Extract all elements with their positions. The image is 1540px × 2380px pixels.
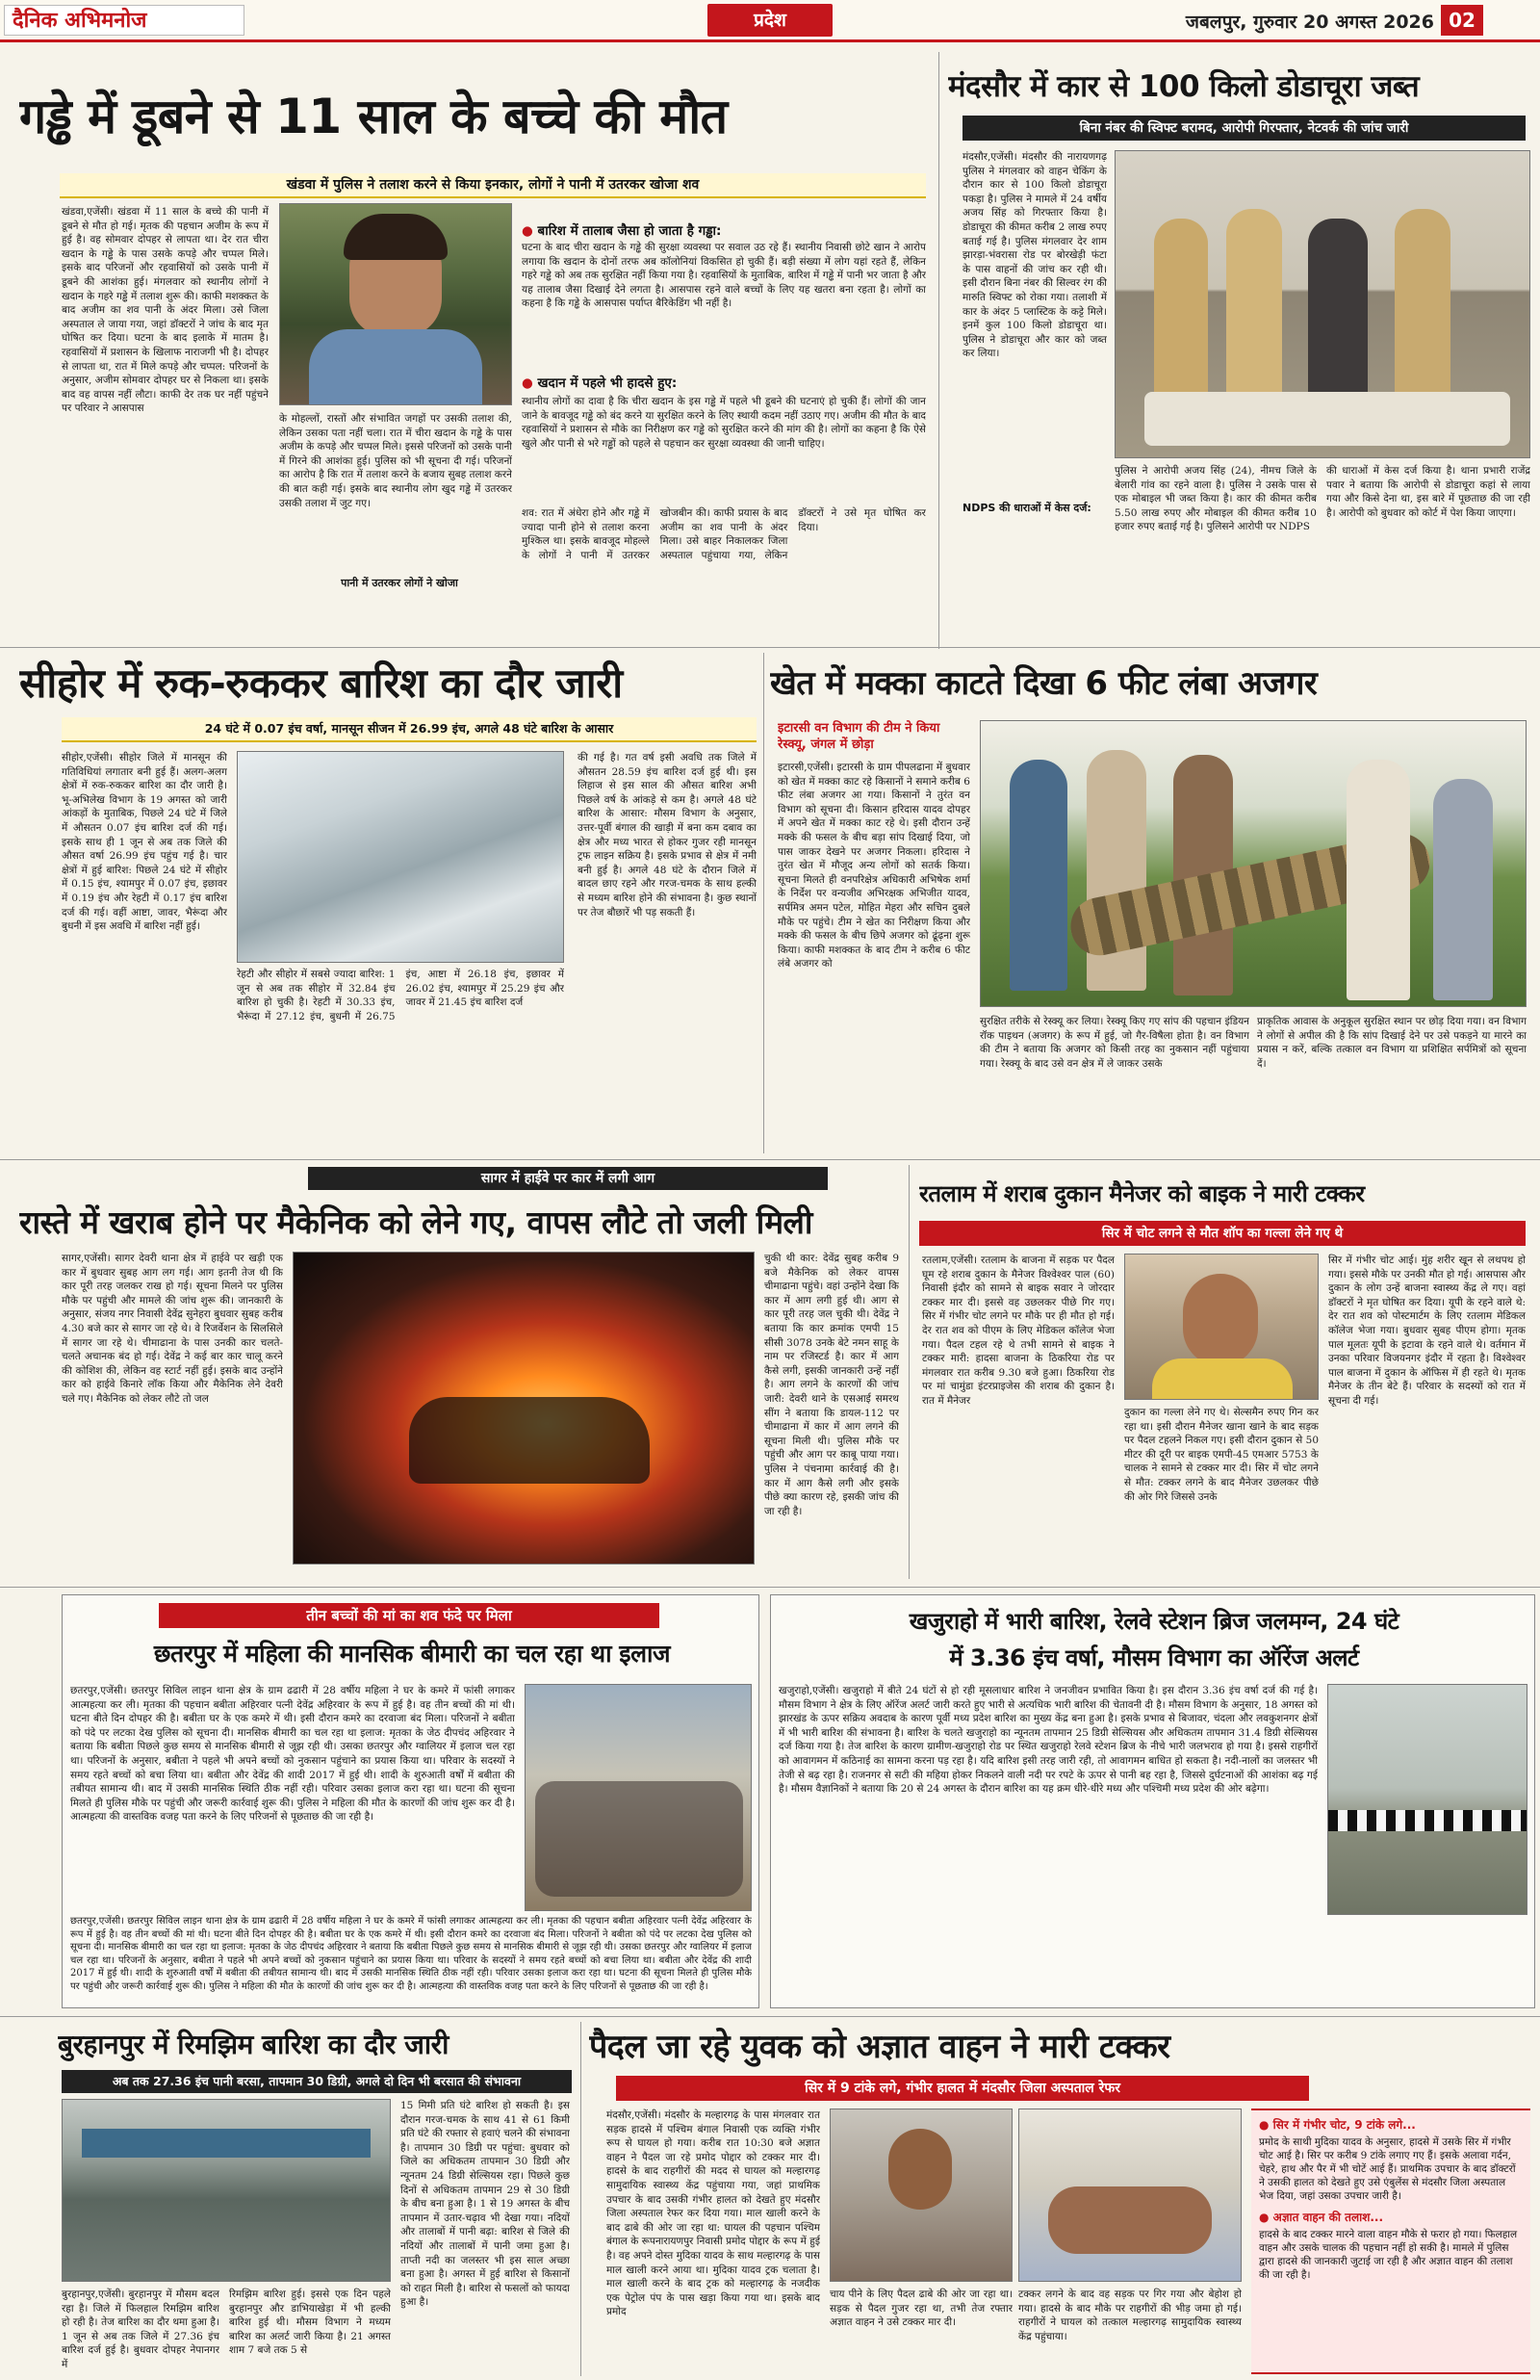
s9-column-3: 15 मिमी प्रति घंटे बारिश हो सकती है। इस दौरान गरज-चमक के साथ 41 से 61 किमी प्रति घंटे की रफ्तार से हवाएं चलने की संभावना है। तापमान 30 डिग्री पर पहुंचा: बुधवार को जिले का अधिकतम तापमान 30 डिग्री और न्यूनतम 24 डिग्री सेल्सियस रहा। पिछले कुछ दिनों से अधिकतम तापमान 29 से 30 डिग्री के बीच बना हुआ है। 1 से 19 अगस्त के बीच तापमान में उतार-चढ़ाव भी देखा गया। नदियों और तालाबों में पानी बढ़ा: बारिश से जिले की नदियों और तालाबों में पानी जमा हुआ है। ताप्ती नदी का जलस्तर भी इस साल अच्छा बना हुआ है। अगस्त में हुई बारिश से किसानों को राहत मिली है। बारिश से फसलों को फायदा हुआ है। [400,2100,570,2309]
victim-shirt [1152,1358,1293,1400]
s6-headline: रतलाम में शराब दुकान मैनेजर को बाइक ने मारी टक्कर [919,1180,1365,1207]
s5-overline: सागर में हाईवे पर कार में लगी आग [308,1167,828,1190]
s10-column-3: टक्कर लगने के बाद वह सड़क पर गिर गया और बेहोश हो गया। हादसे के बाद मौके पर राहगीरों की भीड़ जमा हो गई। राहगीरों ने घायल को तत्काल मल्हारगढ़ सामुदायिक स्वास्थ्य केंद्र पहुंचाया। [1018,2289,1242,2342]
s6-column-1: रतलाम,एजेंसी। रतलाम के बाजना में सड़क पर पैदल घूम रहे शराब दुकान के मैनेजर विश्वेश्वर पाल (60) निवासी इंदौर को सामने से बाइक सवार ने जोरदार टक्कर मार दी। इससे वह उछलकर पीछे गिर गए। सिर में गंभीर चोट लगने पर मौके पर ही मौत हो गई। देर रात शव को पीएम के लिए मेडिकल कॉलेज भेजा गया। पैदल टहल रहे थे तभी सामने से बाइक ने टक्कर मारी: हादसा बाजना के ठिकरिया रोड पर मंगलवार रात करीब 9.30 बजे हुआ। ठिकरिया रोड पर मां चामुंडा इंटरप्राइजेस की शराब की दुकान है। रात में मैनेजर [922,1255,1115,1407]
s5-burning-car-photo [293,1252,755,1565]
s3-headline: सीहोर में रुक-रुककर बारिश का दौर जारी [19,660,623,707]
s1-subhead: खंडवा में पुलिस ने तलाश करने से किया इनकार, लोगों ने पानी में उतरकर खोजा शव [60,173,926,198]
s9-column-1: बुरहानपुर,एजेंसी। बुरहानपुर में मौसम बदल रहा है। जिले में फिलहाल रिमझिम बारिश हो रही है। तेज बारिश का दौर थमा हुआ है। 1 जून से अब तक जिले में 27.36 इंच बारिश दर्ज हुई है। बुधवार दोपहर नेपानगर में [62,2289,219,2370]
s9-headline: बुरहानपुर में रिमझिम बारिश का दौर जारी [58,2029,449,2060]
s1-kicker-1: ● बारिश में तालाब जैसा हो जाता है गड्ढा: [522,223,722,239]
s2-headline: मंदसौर में कार से 100 किलो डोडाचूरा जब्त [948,69,1420,104]
s6-column-2: दुकान का गल्ला लेने गए थे। सेल्समैन रुपए गिन कर रहा था। इसी दौरान मैनेजर खाना खाने के बाद सड़क पर पैदल टहलने निकल गए। इसी दौरान दुकान से 50 मीटर की दूरी पर बाइक एमपी-45 एमआर 5753 के चालक ने सामने से टक्कर मार दी। सिर में चोट लगने से मौत: टक्कर लगने के बाद मैनेजर उछलकर पीछे की ओर गिरे जिससे उनके [1124,1407,1319,1503]
s8-column-1: खजुराहो,एजेंसी। खजुराहो में बीते 24 घंटों से हो रही मूसलाधार बारिश ने जनजीवन प्रभावित किया है। इस दौरान 3.36 इंच वर्षा दर्ज की गई है। मौसम विभाग ने क्षेत्र के लिए ऑरेंज अलर्ट जारी करते हुए भारी से अत्यधिक भारी बारिश की चेतावनी दी है। मौसम विभाग के अनुसार, 18 अगस्त को झारखंड के ऊपर सक्रिय अवदाब के कारण पूर्वी मध्य प्रदेश बारिश का मुख्य केंद्र बना हुआ है। इसके प्रभाव से बिजावर, चंदला और लवकुशनगर क्षेत्रों में भी भारी बारिश की संभावना है। बारिश के चलते खजुराहो का न्यूनतम तापमान 25 डिग्री सेल्सियस और अधिकतम तापमान 31.4 डिग्री सेल्सियस दर्ज किया गया है। तेज बारिश के कारण ग्रामीण-खजुराहो रोड पर स्थित खजुराहो रेलवे स्टेशन ब्रिज के नीचे भारी जलभराव हो गया है। इससे राहगीरों को आवागमन में कठिनाई का सामना करना पड़ रहा है। यदि बारिश इसी तरह जारी रही, तो आवागमन बाधित हो सकता है। नदी-नालों का जलस्तर भी तेजी से बढ़ रहा है। राजनगर से सटी की महिया होकर निकलने वाली नदी पर रपटे के ऊपर से पानी बह रहा है, जिससे दुर्घटनाओं की आशंका बढ़ गई है। मौसम वैज्ञानिकों ने बताया कि 20 से 24 अगस्त के दौरान बारिश का यह क्रम धीरे-धीरे मध्य और पश्चिमी मध्य प्रदेश की ओर बढ़ेगा। [779,1685,1318,1796]
divider [938,52,939,649]
newspaper-logo: दैनिक अभिमनोज [4,5,244,36]
s6-victim-photo [1124,1254,1319,1400]
divider [0,1159,1540,1160]
s2-police-photo [1115,150,1530,458]
s3-column-1: सीहोर,एजेंसी। सीहोर जिले में मानसून की गतिविधियां लगातार बनी हुई हैं। अलग-अलग क्षेत्रों में रुक-रुककर बारिश का दौर जारी है। भू-अभिलेख विभाग के 19 अगस्त को जारी आंकड़ों के मुताबिक, पिछले 24 घंटे में जिले में औसतन 0.07 इंच बारिश दर्ज की गई। इसके साथ ही 1 जून से अब तक जिले की औसत वर्षा 26.99 इंच पहुंच गई है। चार क्षेत्रों में हुई बारिश: पिछले 24 घंटे में सीहोर में 0.15 इंच, श्यामपुर में 0.07 इंच, इछावर में 0.19 इंच और रेहटी में 0.17 इंच बारिश दर्ज की गई। वहीं आष्टा, जावर, भैरूंदा और बुधनी में इस अवधि में बारिश नहीं हुई। [62,752,227,933]
dateline: जबलपुर, गुरुवार 20 अगस्त 2026 [1185,12,1434,33]
s7-column-1: छतरपुर,एजेंसी। छतरपुर सिविल लाइन थाना क्षेत्र के ग्राम ढढारी में 28 वर्षीय महिला ने घर के कमरे में फांसी लगाकर आत्महत्या कर ली। मृतका की पहचान बबीता अहिरवार पत्नी देवेंद्र अहिरवार के रूप में हुई है। वह तीन बच्चों की मां थी। घटना बीते दिन दोपहर की है। बबीता घर के एक कमरे में थी। इसी दौरान कमरे का दरवाजा बंद मिला। परिजनों ने बबीता को पंदे पर लटका देख पुलिस को सूचना दी। मानसिक बीमारी का चल रहा था इलाज: मृतका के जेठ दीपचंद अहिरवार ने बताया कि बबीता पिछले कुछ समय से मानसिक बीमारी से जूझ रही थी। उसका छतरपुर और ग्वालियर में इलाज चल रहा था। परिजनों के अनुसार, बबीता ने पहले भी अपने बच्चों को नुकसान पहुंचाने का प्रयास किया था। परिवार के सदस्यों ने समय रहते बच्चों को बचा लिया था। बबीता और देवेंद्र की शादी 2017 में हुई थी। शादी के शुरुआती वर्षों में बबीता की तबीयत सामान्य थी। बाद में उसकी मानसिक स्थिति ठीक नहीं रही। परिवार उसका इलाज करा रहा था। घटना की सूचना मिलते ही पुलिस मौके पर पहुंची और जरूरी कार्रवाई शुरू की। पुलिस ने महिला की मौत के कारणों की जांच शुरू कर दी है। आत्महत्या की वास्तविक वजह पता करने के लिए परिजनों से पूछताछ की जा रही है। [70,1685,515,1824]
s10-headline: पैदल जा रहे युवक को अज्ञात वाहन ने मारी टक्कर [589,2028,1170,2066]
s4-column-1: इटारसी,एजेंसी। इटारसी के ग्राम पीपलढाना में बुधवार को खेत में मक्का काट रहे किसानों ने समाने करीब 6 फीट लंबा अजगर आ गया। किसानों ने तुरंत वन विभाग को सूचना दी। किसान हरिदास यादव दोपहर में अपने खेत में मक्का काट रहे थे। इसी दौरान उन्हें मक्के की फसल के बीच बड़ा सांप दिखाई दिया, जो पास जाकर देखने पर अजगर निकला। हरिदास ने तुरंत खेत में मौजूद अन्य लोगों को सतर्क किया। सूचना मिलते ही वनपरिक्षेत्र अधिकारी अभिषेक शर्मा के निर्देश पर वन्यजीव अभिरक्षक अभिजीत यादव, सर्पमित्र अमन पटेल, मोहित मेहरा और सचिन दुबले मौके पर पहुंचे। टीम ने खेत का निरीक्षण किया और मक्के की फसल के बीच छिपे अजगर को ढूंढ़ना शुरू किया। काफी मशक्कत के बाद टीम ने करीब 6 फीट लंबे अजगर को [778,762,970,970]
s6-column-3: सिर में गंभीर चोट आई। मुंह शरीर खून से लथपथ हो गया। इससे मौके पर उनकी मौत हो गई। आसपास और दुकान के लोग उन्हें बाजना स्वास्थ्य केंद्र ले गए। वहां डॉक्टरों ने मृत घोषित कर दिया। यूपी के रहने वाले थे: देर रात शव को पोस्टमार्टम के लिए रतलाम मेडिकल कॉलेज भेजा गया। बुधवार सुबह पीएम होगा। मृतक पाल मूलतः यूपी के इटावा के रहने वाले थे। वर्तमान में उनका परिवार विजयनगर इंदौर में रहता है। विश्वेश्वर पाल बाजना में दुकान के ऑफिस में ही रहते थे। मृतक मैनेजर के तीन बेटे हैं। परिवार के सदस्यों को रात में सूचना दी गई। [1328,1255,1526,1407]
s10-patient-photo-2 [1018,2108,1242,2282]
s4-headline: खेत में मक्का काटते दिखा 6 फीट लंबा अजगर [770,664,1318,703]
car-silhouette [409,1397,650,1484]
s1-column-4: स्थानीय लोगों का दावा है कि चीरा खदान के इस गड्ढे में पहले भी डूबने की घटनाएं हो चुकी हैं। लोगों की जान जाने के बावजूद गड्ढे को बंद करने या सुरक्षित करने के लिए स्थायी कदम नहीं उठाए गए। अजीम की मौत के बाद रहवासियों ने प्रशासन से मौके का निरीक्षण कर गड्ढे को सुरक्षित करने की मांग की है। लोगों का कहना है कि ऐसे खुले और पानी से भरे गड्ढों को पहले से पहचान कर सुरक्षा व्यवस्था की जानी चाहिए। [522,396,926,450]
s4-kicker: इटारसी वन विभाग की टीम ने किया रेस्क्यू, जंगल में छोड़ा [778,721,940,752]
s1-kicker-2: ● खदान में पहले भी हादसे हुए: [522,375,678,391]
s10-box-kicker-1: ● सिर में गंभीर चोट, 9 टांके लगे... [1259,2118,1416,2132]
s4-column-3: प्राकृतिक आवास के अनुकूल सुरक्षित स्थान पर छोड़ दिया गया। वन विभाग ने लोगों से अपील की है कि सांप दिखाई देने पर उसे पकड़ने या मारने का प्रयास न करें, बल्कि तत्काल वन विभाग या प्रशिक्षित सर्पमित्रों को सूचना दें। [1257,1016,1527,1070]
s2-column-2: पुलिस ने आरोपी अजय सिंह (24), नीमच जिले के बेलारी गांव का रहने वाला है। पुलिस ने उसके पास से एक मोबाइल भी जब्त किया है। कार की कीमत करीब 5.50 लाख रुपए और मोबाइल की कीमत करीब 10 हजार रुपए बताई गई है। पुलिसने आरोपी पर NDPS [1115,465,1317,533]
divider [909,1165,910,1579]
s3-column-2: की गई है। गत वर्ष इसी अवधि तक जिले में औसतन 28.59 इंच बारिश दर्ज हुई थी। इस लिहाज से इस साल की औसत बारिश अभी पिछले वर्ष के आंकड़े से कम है। अगले 48 घंटे बारिश के आसार: मौसम विभाग के अनुसार, उत्तर-पूर्वी बंगाल की खाड़ी में बना कम दबाव का क्षेत्र और मध्य भारत से होकर गुजर रही मानसून ट्रफ लाइन सक्रिय है। इसके प्रभाव से क्षेत्र में नमी बनी हुई है। अगले 48 घंटे के दौरान जिले में बादल छाए रहने और गरज-चमक के साथ हल्की से मध्यम बारिश होने की संभावना है। कुछ स्थानों पर तेज बौछारें भी पड़ सकती हैं। [578,752,757,918]
s7-villagers-photo [525,1684,752,1911]
s7-box [62,1594,759,2008]
s7-headline: छतरपुर में महिला की मानसिक बीमारी का चल रहा था इलाज [153,1640,671,1668]
s3-rain-photo [237,751,564,963]
s1-photo-caption: पानी में उतरकर लोगों ने खोजा [341,577,458,589]
divider [763,653,764,1153]
s8-headline-line-2: में 3.36 इंच वर्षा, मौसम विभाग का ऑरेंज अलर्ट [949,1644,1359,1671]
boy-hair [344,214,448,260]
s3-subhead: 24 घंटे में 0.07 इंच वर्षा, मानसून सीजन में 26.99 इंच, अगले 48 घंटे बारिश के आसार [62,717,757,742]
s5-column-1: सागर,एजेंसी। सागर देवरी थाना क्षेत्र में हाईवे पर खड़ी एक कार में बुधवार सुबह आग लग गई। आग इतनी तेज थी कि कार पूरी तरह जलकर राख हो गई। सूचना मिलने पर पुलिस मौके पर पहुंची और मामले की जांच शुरू की। जानकारी के अनुसार, संजय नगर निवासी देवेंद्र सुनेहरा बुधवार सुबह करीब 4.30 बजे कार से सागर जा रहे थे। वे रिजर्वेशन के सिलसिले में सागर जा रहे थे। चीमाढाना के पास उनकी कार चलते-चलते अचानक बंद हो गई। देवेंद्र ने कई बार कार चालू करने की कोशिश की, लेकिन वह स्टार्ट नहीं हुई। इसके बाद उन्होंने कार को हाईवे किनारे लॉक किया और मैकेनिक लेने देवरी चले गए। मैकेनिक को लेकर लौटे तो जल [62,1253,283,1405]
section-label: प्रदेश [707,4,833,37]
s7-overline: तीन बच्चों की मां का शव फंदे पर मिला [159,1603,659,1628]
s10-patient-photo-1 [830,2108,1013,2282]
s10-box-kicker-2: ● अज्ञात वाहन की तलाश... [1259,2211,1384,2224]
s9-rain-street-photo [62,2099,391,2282]
seized-sacks [1144,392,1510,446]
s4-python-photo [980,720,1527,1007]
s10-subhead: सिर में 9 टांके लगे, गंभीर हालत में मंदसौर जिला अस्पताल रेफर [616,2076,1309,2101]
s6-subhead: सिर में चोट लगने से मौत शॉप का गल्ला लेने गए थे [919,1221,1526,1246]
s1-column-1: खंडवा,एजेंसी। खंडवा में 11 साल के बच्चे की पानी में डूबने से मौत हो गई। मृतक की पहचान अजीम के रूप में हुई है। वह सोमवार दोपहर से लापता था। देर रात चीरा खदान के गड्ढे के पास उसके कपड़े और चप्पल मिले। इसके बाद परिजनों और रहवासियों को उसके पानी में डूबने की आशंका हुई। मंगलवार को स्थानीय लोगों ने खदान के गहरे गड्ढे में तलाश शुरू की। काफी मशक्कत के बाद अजीम का शव पानी के अंदर मिला। उसे जिला अस्पताल ले जाया गया, जहां डॉक्टरों ने जांच के बाद मृत घोषित कर दिया। घटना के बाद इलाके में मातम है। रहवासियों में प्रशासन के खिलाफ नाराजगी भी है। दोपहर से लापता था, रात में मिले कपड़े और चप्पल: परिजनों के अनुसार, अजीम सोमवार दोपहर घर से निकला था। इसके बाद वह वापस नहीं लौटा। काफी देर तक घर नहीं पहुंचने पर परिवार ने आसपास [62,206,269,415]
s1-column-3: घटना के बाद चीरा खदान के गड्ढे की सुरक्षा व्यवस्था पर सवाल उठ रहे हैं। स्थानीय निवासी छोटे खान ने आरोप लगाया कि खदान के दोनों तरफ अब कॉलोनियां विकसित हो चुकी हैं। बड़ी संख्या में लोग यहां रहते हैं, लेकिन गहरे गड्ढे को अब तक सुरक्षित नहीं किया गया है। रहवासियों के मुताबिक, बारिश में गड्ढे में पानी भर जाता है और यह तालाब जैसा दिखाई देने लगता है। आसपास रहने वाले बच्चों के लिए यह खतरा बना रहता है। लोगों का कहना है कि गड्ढे के आसपास पर्याप्त बैरिकेडिंग भी नहीं है। [522,242,926,310]
boy-shirt [309,329,482,405]
s1-headline: गड्ढे में डूबने से 11 साल के बच्चे की मौत [19,89,728,144]
companion-face [888,2129,952,2210]
s2-subhead: बिना नंबर की स्विफ्ट बरामद, आरोपी गिरफ्तार, नेटवर्क की जांच जारी [962,116,1526,141]
divider [0,2016,1540,2017]
s7-column-2: छतरपुर,एजेंसी। छतरपुर सिविल लाइन थाना क्षेत्र के ग्राम ढढारी में 28 वर्षीय महिला ने घर के कमरे में फांसी लगाकर आत्महत्या कर ली। मृतका की पहचान बबीता अहिरवार पत्नी देवेंद्र अहिरवार के रूप में हुई है। वह तीन बच्चों की मां थी। घटना बीते दिन दोपहर की है। बबीता घर के एक कमरे में थी। इसी दौरान कमरे का दरवाजा बंद मिला। परिजनों ने बबीता को पंदे पर लटका देख पुलिस को सूचना दी। मानसिक बीमारी का चल रहा था इलाज: मृतका के जेठ दीपचंद अहिरवार ने बताया कि बबीता पिछले कुछ समय से मानसिक बीमारी से जूझ रही थी। उसका छतरपुर और ग्वालियर में इलाज चल रहा था। परिजनों के अनुसार, बबीता ने पहले भी अपने बच्चों को नुकसान पहुंचाने का प्रयास किया था। परिवार के सदस्यों ने समय रहते बच्चों को बचा लिया था। बबीता और देवेंद्र की शादी 2017 में हुई थी। शादी के शुरुआती वर्षों में बबीता की तबीयत सामान्य थी। बाद में उसकी मानसिक स्थिति ठीक नहीं रही। परिवार उसका इलाज करा रहा था। घटना की सूचना मिलते ही पुलिस मौके पर पहुंची और जरूरी कार्रवाई शुरू की। पुलिस ने महिला की मौत के कारणों की जांच शुरू कर दी है। आत्महत्या की वास्तविक वजह पता करने के लिए परिजनों से पूछताछ की जा रही है। [70,1916,752,1992]
victim-face [1183,1274,1258,1366]
s8-box [770,1594,1535,2008]
s1-column-5: शव: रात में अंधेरा होने और गड्ढे में ज्यादा पानी होने से तलाश करना मुश्किल था। इसके बावजूद मोहल्ले के लोगों ने पानी में उतरकर खोजबीन की। काफी प्रयास के बाद अजीम का शव पानी के अंदर मिला। उसे बाहर निकालकर जिला अस्पताल पहुंचाया गया, लेकिन डॉक्टरों ने उसे मृत घोषित कर दिया। [522,507,926,561]
s8-flooded-bridge-photo [1327,1684,1527,1915]
s10-side-box [1251,2108,1530,2374]
villager-4 [1347,760,1410,1000]
divider [0,1587,1540,1588]
s1-boy-photo [279,203,512,405]
s8-headline-line-1: खजुराहो में भारी बारिश, रेलवे स्टेशन ब्रिज जलमग्न, 24 घंटे [909,1608,1399,1635]
s10-box-text-2: हादसे के बाद टक्कर मारने वाला वाहन मौके से फरार हो गया। फिलहाल वाहन और उसके चालक की पहचान नहीं हो सकी है। मामले में पुलिस द्वारा हादसे की जानकारी जुटाई जा रही है और अज्ञात वाहन की तलाश की जा रही है। [1259,2229,1518,2281]
s10-column-2: चाय पीने के लिए पैदल ढाबे की ओर जा रहा था। सड़क से पैदल गुजर रहा था, तभी तेज रफ्तार अज्ञात वाहन ने उसे टक्कर मार दी। [830,2289,1013,2329]
villager-5 [1433,779,1493,1000]
s10-box-text-1: प्रमोद के साथी मुदिका यादव के अनुसार, हादसे में उसके सिर में गंभीर चोट आई है। सिर पर करीब 9 टांके लगाए गए हैं। इसके अलावा गर्दन, चेहरे, हाथ और पैर में भी चोटें आई हैं। प्राथमिक उपचार के बाद डॉक्टरों ने उसकी हालत को देखते हुए उसे एंबुलेंस से मंदसौर जिला अस्पताल भेज दिया, जहां उसका उपचार जारी है। [1259,2136,1516,2202]
s2-column-1: मंदसौर,एजेंसी। मंदसौर की नारायणगढ़ पुलिस ने मंगलवार को वाहन चेकिंग के दौरान कार से 100 किलो डोडाचूरा पकड़ा है। पुलिस ने मामले में 24 वर्षीय अजय सिंह को गिरफ्तार किया है। डोडाचूरा की कीमत करीब 2 लाख रुपए बताई गई है। पुलिस मंगलवार देर शाम झारड़ा-भंवरासा रोड पर बोरखेड़ी फंटा के पास वाहनों की जांच कर रही थी। इसी दौरान बिना नंबर की सिल्वर रंग की मारुति स्विफ्ट को रोका गया। तलाशी में कार के अंदर 5 प्लास्टिक के कट्टे मिले। इनमें कुल 100 किलो डोडाचूरा था। पुलिस ने डोडाचूरा और कार को जब्त कर लिया। [962,151,1107,360]
s2-kicker: NDPS की धाराओं में केस दर्ज: [962,502,1091,514]
villager-1 [1010,760,1067,991]
s2-column-3: की धाराओं में केस दर्ज किया है। थाना प्रभारी राजेंद्र पवार ने बताया कि आरोपी से डोडाचूरा कहां से लाया गया और किसे देना था, इस बारे में पूछताछ की जा रही है। आरोपी को बुधवार को कोर्ट में पेश किया जाएगा। [1326,465,1530,519]
s9-subhead: अब तक 27.36 इंच पानी बरसा, तापमान 30 डिग्री, अगले दो दिन भी बरसात की संभावना [62,2070,572,2093]
s10-column-1: मंदसौर,एजेंसी। मंदसौर के मल्हारगढ़ के पास मंगलवार रात सड़क हादसे में पश्चिम बंगाल निवासी एक व्यक्ति गंभीर रूप से घायल हो गया। करीब रात 10:30 बजे अज्ञात वाहन ने पैदल जा रहे प्रमोद पोद्दार को टक्कर मार दी। हादसे के बाद राहगीरों की मदद से घायल को मल्हारगढ़ सामुदायिक स्वास्थ्य केंद्र पहुंचाया गया, जहां प्राथमिक उपचार के बाद उसकी गंभीर हालत को देखते हुए मंदसौर जिला अस्पताल रेफर कर दिया गया। माल खाली करने के बाद ढाबे की ओर जा रहा था: घायल की पहचान पश्चिम बंगाल के रूपनारायणपुर निवासी प्रमोद पोद्दार के रूप में हुई है। वह अपने दोस्त मुदिका यादव के साथ मल्हारगढ़ के पास माल खाली करने आया था। मुदिका यादव ट्रक चलाता है। माल खाली करने के बाद ट्रक को मल्हारगढ़ के नजदीक एक पेट्रोल पंप के पास खड़ा किया गया था। इसके बाद प्रमोद [606,2109,820,2318]
s4-column-2: सुरक्षित तरीके से रेस्क्यू कर लिया। रेस्क्यू किए गए सांप की पहचान इंडियन रॉक पाइथन (अजगर) के रूप में हुई, जो गैर-विषैला होता है। वन विभाग की टीम ने बताया कि अजगर को किसी तरह का नुकसान नहीं पहुंचाया गया। रेस्क्यू के बाद उसे वन क्षेत्र में ले जाकर उसके [980,1016,1249,1070]
masthead [0,0,1540,42]
divider [580,2022,581,2376]
s9-column-2: रिमझिम बारिश हुई। इससे एक दिन पहले बुरहानपुर और डाभियाखेड़ा में भी हल्की बारिश हुई थी। मौसम विभाग ने मध्यम बारिश का अलर्ट जारी किया है। 21 अगस्त शाम 7 बजे तक 5 से [229,2289,391,2357]
roof-awning [82,2129,371,2158]
s3-column-3: रेहटी और सीहोर में सबसे ज्यादा बारिश: 1 जून से अब तक सीहोर में 32.84 इंच बारिश हो चुकी है। रेहटी में 30.33 इंच, भैरूंदा में 27.12 इंच, बुधनी में 26.75 इंच, आष्टा में 26.18 इंच, इछावर में 26.02 इंच, श्यामपुर में 25.29 इंच और जावर में 21.45 इंच बारिश दर्ज [237,969,564,1022]
s1-column-2: के मोहल्लों, रास्तों और संभावित जगहों पर उसकी तलाश की, लेकिन उसका पता नहीं चला। रात में चीरा खदान के गड्ढे के पास अजीम के कपड़े और चप्पल मिले। इससे परिजनों को उसके पानी में गिरने की आशंका हुई। पुलिस को भी सूचना दी गई। परिजनों का आरोप है कि रात में तलाश करने के बजाय सुबह तलाश करने की बात कही गई। इसके बाद स्थानीय लोग खुद गड्ढे में उतरकर उसकी तलाश में जुट गए। [279,413,512,509]
injured-patient [1048,2186,1212,2254]
s5-headline: रास्ते में खराब होने पर मैकेनिक को लेने गए, वापस लौटे तो जली मिली [19,1203,812,1241]
s5-column-2: चुकी थी कार: देवेंद्र सुबह करीब 9 बजे मैकेनिक को लेकर वापस चीमाढाना पहुंचे। वहां उन्होंने देखा कि कार में आग लगी हुई थी। आग से कार पूरी तरह जल चुकी थी। देवेंद्र ने बताया कि कार क्रमांक एमपी 15 सीसी 3078 उनके बेटे नमन साहू के नाम पर रजिस्टर्ड है। कार में आग कैसे लगी, इसकी जानकारी उन्हें नहीं है। आग लगने के कारणों की जांच जारी: देवरी थाने के एसआई समरथ सींग ने बताया कि डायल-112 पर चीमाढाना में कार में आग लगने की सूचना मिली थी। पुलिस मौके पर पहुंची और आग पर काबू पाया गया। पुलिस ने पंचनामा कार्रवाई की है। कार में आग कैसे लगी और इसके पीछे क्या कारण रहे, इसकी जांच की जा रही है। [764,1253,899,1517]
bridge-railing [1328,1810,1527,1831]
villager-group [535,1781,743,1897]
page-number: 02 [1441,5,1483,36]
divider [0,647,1540,648]
